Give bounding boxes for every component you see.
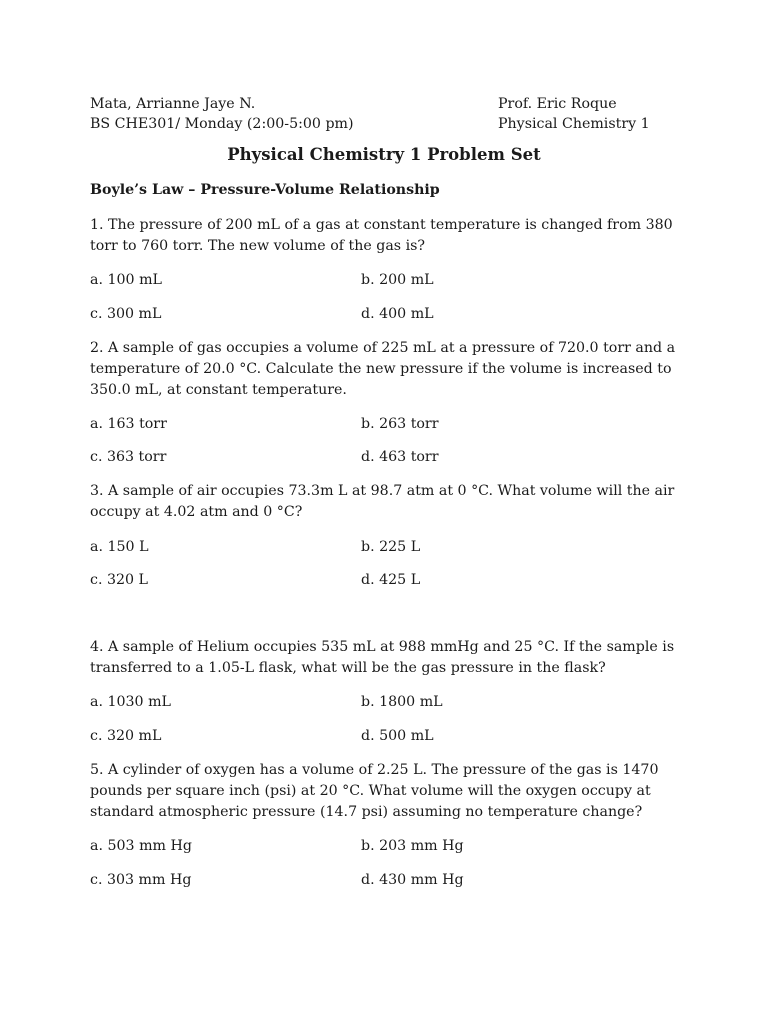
question-2-option-c: c. 363 torr [90,449,167,465]
student-name: Mata, Arrianne Jaye N. [90,96,256,112]
question-5-option-b: b. 203 mm Hg [361,838,464,854]
question-5-option-a: a. 503 mm Hg [90,838,192,854]
subject-name: Physical Chemistry 1 [498,116,650,132]
question-3-option-a: a. 150 L [90,539,149,555]
question-2-option-d: d. 463 torr [361,449,439,465]
section-heading: Boyle’s Law – Pressure-Volume Relationship [90,182,440,198]
question-2-option-b: b. 263 torr [361,416,439,432]
course-schedule: BS CHE301/ Monday (2:00-5:00 pm) [90,116,354,132]
question-1-option-a: a. 100 mL [90,272,162,288]
professor-name: Prof. Eric Roque [498,96,617,112]
question-3-option-c: c. 320 L [90,572,148,588]
question-1-option-d: d. 400 mL [361,306,434,322]
question-5-option-d: d. 430 mm Hg [361,872,464,888]
question-4-text: 4. A sample of Helium occupies 535 mL at 988 mmHg and 25 °C. If the sample is transferred to a 1.05-L flask, what will be the gas pressure in the flask? [90,639,675,676]
question-4-option-a: a. 1030 mL [90,694,171,710]
question-3-option-b: b. 225 L [361,539,421,555]
question-4-option-d: d. 500 mL [361,728,434,744]
header-right [498,94,698,134]
question-1-text: 1. The pressure of 200 mL of a gas at constant temperature is changed from 380 torr to 760 torr. The new volume of the gas is? [90,217,673,254]
question-5-text: 5. A cylinder of oxygen has a volume of 2.25 L. The pressure of the gas is 1470 pounds per square inch (psi) at 20 °C. What volume will the oxygen occupy at standard atmospheric pressure (14.7 psi) assuming no temperature change? [90,762,659,820]
question-2-option-a: a. 163 torr [90,416,167,432]
question-2-text: 2. A sample of gas occupies a volume of 225 mL at a pressure of 720.0 torr and a temperature of 20.0 °C. Calculate the new pressure if the volume is increased to 350.0 mL, at constant temperature. [90,340,676,398]
question-4-option-c: c. 320 mL [90,728,162,744]
question-1-option-b: b. 200 mL [361,272,434,288]
header-left [90,94,470,134]
question-3-option-d: d. 425 L [361,572,421,588]
question-1-option-c: c. 300 mL [90,306,162,322]
question-3-text: 3. A sample of air occupies 73.3m L at 98.7 atm at 0 °C. What volume will the air occupy at 4.02 atm and 0 °C? [90,483,675,520]
question-4-option-b: b. 1800 mL [361,694,443,710]
document-title: Physical Chemistry 1 Problem Set [227,145,541,164]
question-5-option-c: c. 303 mm Hg [90,872,192,888]
